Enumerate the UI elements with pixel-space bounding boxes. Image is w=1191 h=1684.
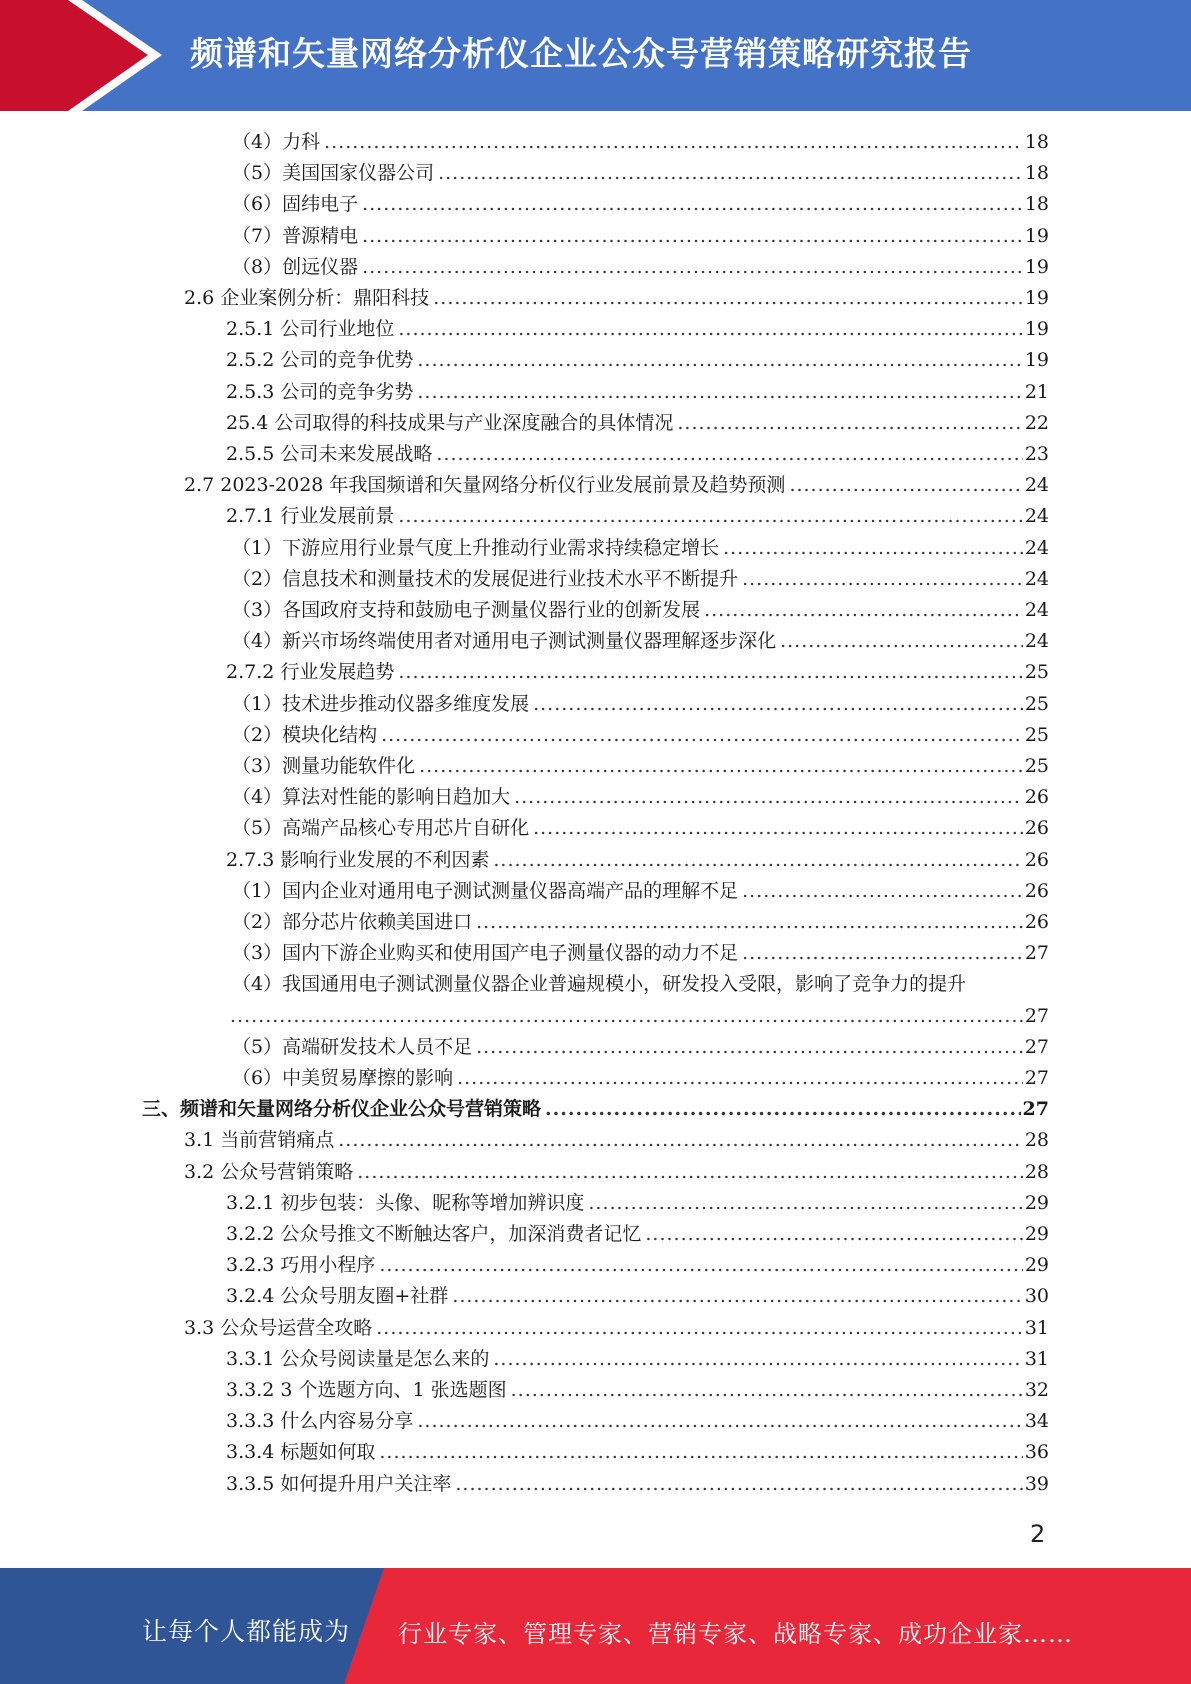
toc-entry[interactable] — [226, 845, 1049, 876]
toc-entry-page: 25 — [1024, 661, 1049, 684]
toc-dot-leader — [723, 533, 1023, 564]
toc-entry-title: （2）模块化结构 — [232, 723, 378, 746]
toc-entry-title: （1）技术进步推动仪器多维度发展 — [232, 692, 530, 715]
toc-entry-page: 26 — [1024, 786, 1049, 809]
toc-entry-title: 3.2 公众号营销策略 — [184, 1160, 354, 1183]
toc-entry[interactable] — [226, 657, 1049, 688]
toc-entry-page: 39 — [1024, 1472, 1049, 1495]
toc-entry-page: 19 — [1024, 224, 1049, 247]
toc-entry-title: （2）部分芯片依赖美国进口 — [232, 911, 473, 933]
toc-entry-title: 2.7.2 行业发展趋势 — [226, 661, 395, 684]
toc-entry-title: 2.5.3 公司的竞争劣势 — [226, 380, 414, 403]
toc-dot-leader — [645, 1219, 1022, 1250]
toc-entry-title: 3.2.2 公众号推文不断触达客户，加深消费者记忆 — [226, 1223, 642, 1245]
toc-dot-leader — [457, 1063, 1023, 1094]
toc-entry-title: 2.6 企业案例分析：鼎阳科技 — [184, 287, 430, 309]
toc-dot-leader — [338, 1125, 1023, 1156]
toc-dot-leader — [493, 845, 1022, 876]
toc-dot-leader — [452, 1281, 1023, 1312]
toc-entry-title: 2.7.1 行业发展前景 — [226, 505, 395, 528]
toc-entry-page: 26 — [1024, 911, 1049, 933]
toc-dot-leader — [514, 782, 1023, 813]
toc-entry-title: 2.7.3 影响行业发展的不利因素 — [226, 848, 490, 871]
toc-entry-title: 3.3.3 什么内容易分享 — [226, 1410, 414, 1433]
toc-dot-leader — [376, 1313, 1023, 1344]
toc-entry-title: （4）算法对性能的影响日趋加大 — [232, 786, 511, 809]
toc-entry[interactable] — [232, 813, 1049, 844]
toc-entry-title: 25.4 公司取得的科技成果与产业深度融合的具体情况 — [226, 411, 674, 434]
toc-entry[interactable] — [232, 595, 1049, 626]
toc-entry-page: 24 — [1024, 505, 1049, 528]
toc-entry-title: （4）我国通用电子测试测量仪器企业普遍规模小，研发投入受限，影响了竞争力的提升 — [232, 973, 967, 996]
toc-dot-leader — [417, 345, 1022, 376]
toc-entry-page: 24 — [1024, 474, 1049, 497]
toc-dot-leader — [742, 564, 1023, 595]
toc-dot-leader — [417, 377, 1022, 408]
toc-entry[interactable] — [226, 1250, 1049, 1281]
toc-dot-leader — [398, 501, 1022, 532]
toc-entry-title: 2.5.2 公司的竞争优势 — [226, 349, 414, 372]
toc-dot-leader — [357, 1157, 1023, 1188]
toc-entry[interactable] — [184, 470, 1049, 501]
toc-entry[interactable] — [226, 1188, 1049, 1219]
toc-entry[interactable] — [232, 127, 1049, 158]
toc-entry-title: 3.3.2 3 个选题方向、1 张选题图 — [226, 1379, 507, 1401]
toc-entry[interactable] — [232, 751, 1049, 782]
toc-entry-page: 19 — [1024, 255, 1049, 278]
toc-entry-page: 32 — [1024, 1379, 1049, 1401]
toc-entry-page: 26 — [1024, 879, 1049, 902]
toc-entry-page: 27 — [1024, 1004, 1049, 1027]
toc-entry[interactable] — [226, 1281, 1049, 1312]
report-header — [0, 0, 1191, 111]
toc-entry-title: 3.2.1 初步包装：头像、昵称等增加辨识度 — [226, 1191, 585, 1214]
toc-entry-title: 2.7 2023-2028 年我国频谱和矢量网络分析仪行业发展前景及趋势预测 — [184, 474, 786, 497]
toc-entry-page: 31 — [1024, 1316, 1049, 1339]
page-number: 2 — [1030, 1520, 1046, 1548]
toc-entry-page: 27 — [1024, 1035, 1049, 1058]
toc-entry[interactable] — [232, 221, 1049, 252]
toc-entry[interactable] — [232, 876, 1049, 907]
toc-entry-title: （1）国内企业对通用电子测试测量仪器高端产品的理解不足 — [232, 879, 739, 902]
toc-dot-leader — [493, 1344, 1022, 1375]
toc-dot-leader — [362, 221, 1023, 252]
toc-entry[interactable] — [226, 345, 1049, 376]
toc-entry-title: （4）力科 — [232, 131, 321, 153]
toc-entry-title: 3.3.5 如何提升用户关注率 — [226, 1472, 452, 1495]
toc-entry[interactable] — [226, 408, 1049, 439]
toc-entry-page: 23 — [1024, 443, 1049, 465]
toc-entry-page: 28 — [1024, 1160, 1049, 1183]
toc-entry[interactable] — [226, 377, 1049, 408]
toc-entry-page: 36 — [1024, 1441, 1049, 1464]
toc-entry[interactable] — [226, 1406, 1049, 1437]
toc-entry-title: 2.5.1 公司行业地位 — [226, 318, 395, 341]
toc-entry-title: 3.3 公众号运营全攻略 — [184, 1316, 373, 1339]
toc-entry-page: 24 — [1024, 567, 1049, 590]
toc-entry-page: 19 — [1024, 349, 1049, 372]
toc-dot-leader — [379, 1437, 1022, 1468]
toc-entry[interactable] — [232, 782, 1049, 813]
toc-entry-page: 27 — [1022, 1098, 1049, 1121]
toc-entry[interactable] — [226, 1219, 1049, 1250]
toc-dot-leader — [533, 689, 1023, 720]
toc-entry[interactable] — [226, 1437, 1049, 1468]
toc-entry-page: 22 — [1024, 411, 1049, 434]
toc-entry-title: （8）创远仪器 — [232, 255, 359, 278]
toc-dot-leader — [704, 595, 1023, 626]
toc-dot-leader — [533, 813, 1023, 844]
toc-entry[interactable] — [226, 314, 1049, 345]
toc-entry-title: （2）信息技术和测量技术的发展促进行业技术水平不断提升 — [232, 567, 739, 590]
report-title: 频谱和矢量网络分析仪企业公众号营销策略研究报告 — [190, 34, 972, 73]
toc-entry[interactable] — [232, 533, 1049, 564]
toc-dot-leader — [381, 720, 1023, 751]
toc-dot-leader — [436, 439, 1022, 470]
toc-dot-leader — [362, 189, 1023, 220]
toc-entry-title: （3）测量功能软件化 — [232, 755, 416, 777]
toc-entry[interactable] — [184, 1313, 1049, 1344]
toc-entry-page: 24 — [1024, 630, 1049, 653]
toc-dot-leader — [379, 1250, 1022, 1281]
toc-entry-page: 18 — [1024, 162, 1049, 185]
toc-entry[interactable] — [184, 1125, 1049, 1156]
toc-dot-leader — [230, 1001, 1023, 1032]
toc-entry-title: （6）固纬电子 — [232, 193, 359, 216]
toc-dot-leader — [677, 408, 1022, 439]
toc-entry-page: 29 — [1024, 1254, 1049, 1277]
toc-dot-leader — [476, 907, 1023, 938]
toc-entry-page: 27 — [1024, 942, 1049, 965]
toc-entry-page: 26 — [1024, 848, 1049, 871]
toc-entry[interactable] — [232, 720, 1049, 751]
toc-entry[interactable] — [232, 252, 1049, 283]
toc-entry-title: 3.2.4 公众号朋友圈+社群 — [226, 1285, 449, 1308]
toc-entry[interactable] — [184, 1157, 1049, 1188]
toc-dot-leader — [433, 283, 1023, 314]
toc-entry[interactable] — [232, 938, 1049, 969]
toc-entry-page: 24 — [1024, 599, 1049, 621]
toc-entry[interactable] — [232, 1032, 1049, 1063]
toc-entry-page: 24 — [1024, 536, 1049, 559]
toc-dot-leader — [438, 158, 1023, 189]
toc-entry[interactable] — [226, 1001, 1049, 1032]
toc-entry-title: 2.5.5 公司未来发展战略 — [226, 443, 433, 465]
toc-entry-title: （1）下游应用行业景气度上升推动行业需求持续稳定增长 — [232, 536, 720, 559]
toc-entry-page: 27 — [1024, 1067, 1049, 1089]
toc-entry[interactable] — [232, 564, 1049, 595]
toc-entry[interactable] — [232, 907, 1049, 938]
toc-dot-leader — [511, 1375, 1023, 1406]
toc-entry-page: 34 — [1024, 1410, 1049, 1433]
toc-entry[interactable] — [232, 189, 1049, 220]
toc-entry-title: （5）美国国家仪器公司 — [232, 162, 435, 185]
toc-entry[interactable] — [226, 439, 1049, 470]
footer-slogan-right: 行业专家、管理专家、营销专家、战略专家、成功企业家…… — [398, 1620, 1073, 1648]
toc-entry-title: 3.3.1 公众号阅读量是怎么来的 — [226, 1347, 490, 1370]
toc-entry[interactable] — [232, 689, 1049, 720]
toc-entry[interactable] — [232, 158, 1049, 189]
toc-dot-leader — [398, 314, 1022, 345]
toc-entry-title: （4）新兴市场终端使用者对通用电子测试测量仪器理解逐步深化 — [232, 630, 777, 653]
toc-entry[interactable] — [232, 626, 1049, 657]
toc-dot-leader — [742, 938, 1023, 969]
toc-entry-title: 3.2.3 巧用小程序 — [226, 1254, 376, 1277]
toc-dot-leader — [780, 626, 1023, 657]
toc-entry-page: 29 — [1024, 1223, 1049, 1245]
toc-dot-leader — [545, 1094, 1021, 1125]
toc-entry-title: （7）普源精电 — [232, 224, 359, 247]
toc-entry-page: 26 — [1024, 817, 1049, 840]
toc-entry[interactable] — [226, 1344, 1049, 1375]
toc-entry[interactable] — [142, 1094, 1049, 1125]
toc-entry-page: 31 — [1024, 1347, 1049, 1370]
footer-banner — [0, 1568, 1191, 1684]
toc-entry[interactable] — [184, 283, 1049, 314]
toc-entry-page: 25 — [1024, 692, 1049, 715]
toc-entry-page: 18 — [1024, 193, 1049, 216]
toc-entry-page: 21 — [1024, 380, 1049, 403]
toc-dot-leader — [419, 751, 1023, 782]
toc-entry-title: （3）国内下游企业购买和使用国产电子测量仪器的动力不足 — [232, 942, 739, 965]
toc-dot-leader — [324, 127, 1023, 158]
toc-entry-page: 25 — [1024, 723, 1049, 746]
toc-dot-leader — [362, 252, 1023, 283]
toc-entry-page: 30 — [1024, 1285, 1049, 1308]
toc-entry[interactable] — [226, 501, 1049, 532]
toc-entry[interactable] — [232, 969, 1049, 1000]
toc-entry[interactable] — [232, 1063, 1049, 1094]
toc-dot-leader — [476, 1032, 1023, 1063]
toc-entry-page: 18 — [1024, 131, 1049, 153]
toc-dot-leader — [588, 1188, 1022, 1219]
toc-entry-title: （3）各国政府支持和鼓励电子测量仪器行业的创新发展 — [232, 599, 701, 621]
footer-slogan-left: 让每个人都能成为 — [142, 1617, 351, 1646]
toc-entry-page: 28 — [1024, 1129, 1049, 1152]
toc-entry-page: 19 — [1024, 318, 1049, 341]
toc-entry-title: （6）中美贸易摩擦的影响 — [232, 1067, 454, 1089]
toc-dot-leader — [789, 470, 1022, 501]
toc-entry-title: 三、频谱和矢量网络分析仪企业公众号营销策略 — [142, 1098, 542, 1121]
toc-dot-leader — [455, 1469, 1022, 1500]
toc-entry-page: 29 — [1024, 1191, 1049, 1214]
toc-dot-leader — [398, 657, 1022, 688]
toc-entry-page: 19 — [1024, 287, 1049, 309]
toc-dot-leader — [417, 1406, 1022, 1437]
toc-entry-title: 3.1 当前营销痛点 — [184, 1129, 335, 1152]
toc-entry[interactable] — [226, 1469, 1049, 1500]
toc-entry[interactable] — [226, 1375, 1049, 1406]
toc-entry-page: 25 — [1024, 755, 1049, 777]
toc-entry-title: （5）高端产品核心专用芯片自研化 — [232, 817, 530, 840]
toc-dot-leader — [742, 876, 1023, 907]
toc-entry-title: （5）高端研发技术人员不足 — [232, 1035, 473, 1058]
toc-entry-title: 3.3.4 标题如何取 — [226, 1441, 376, 1464]
